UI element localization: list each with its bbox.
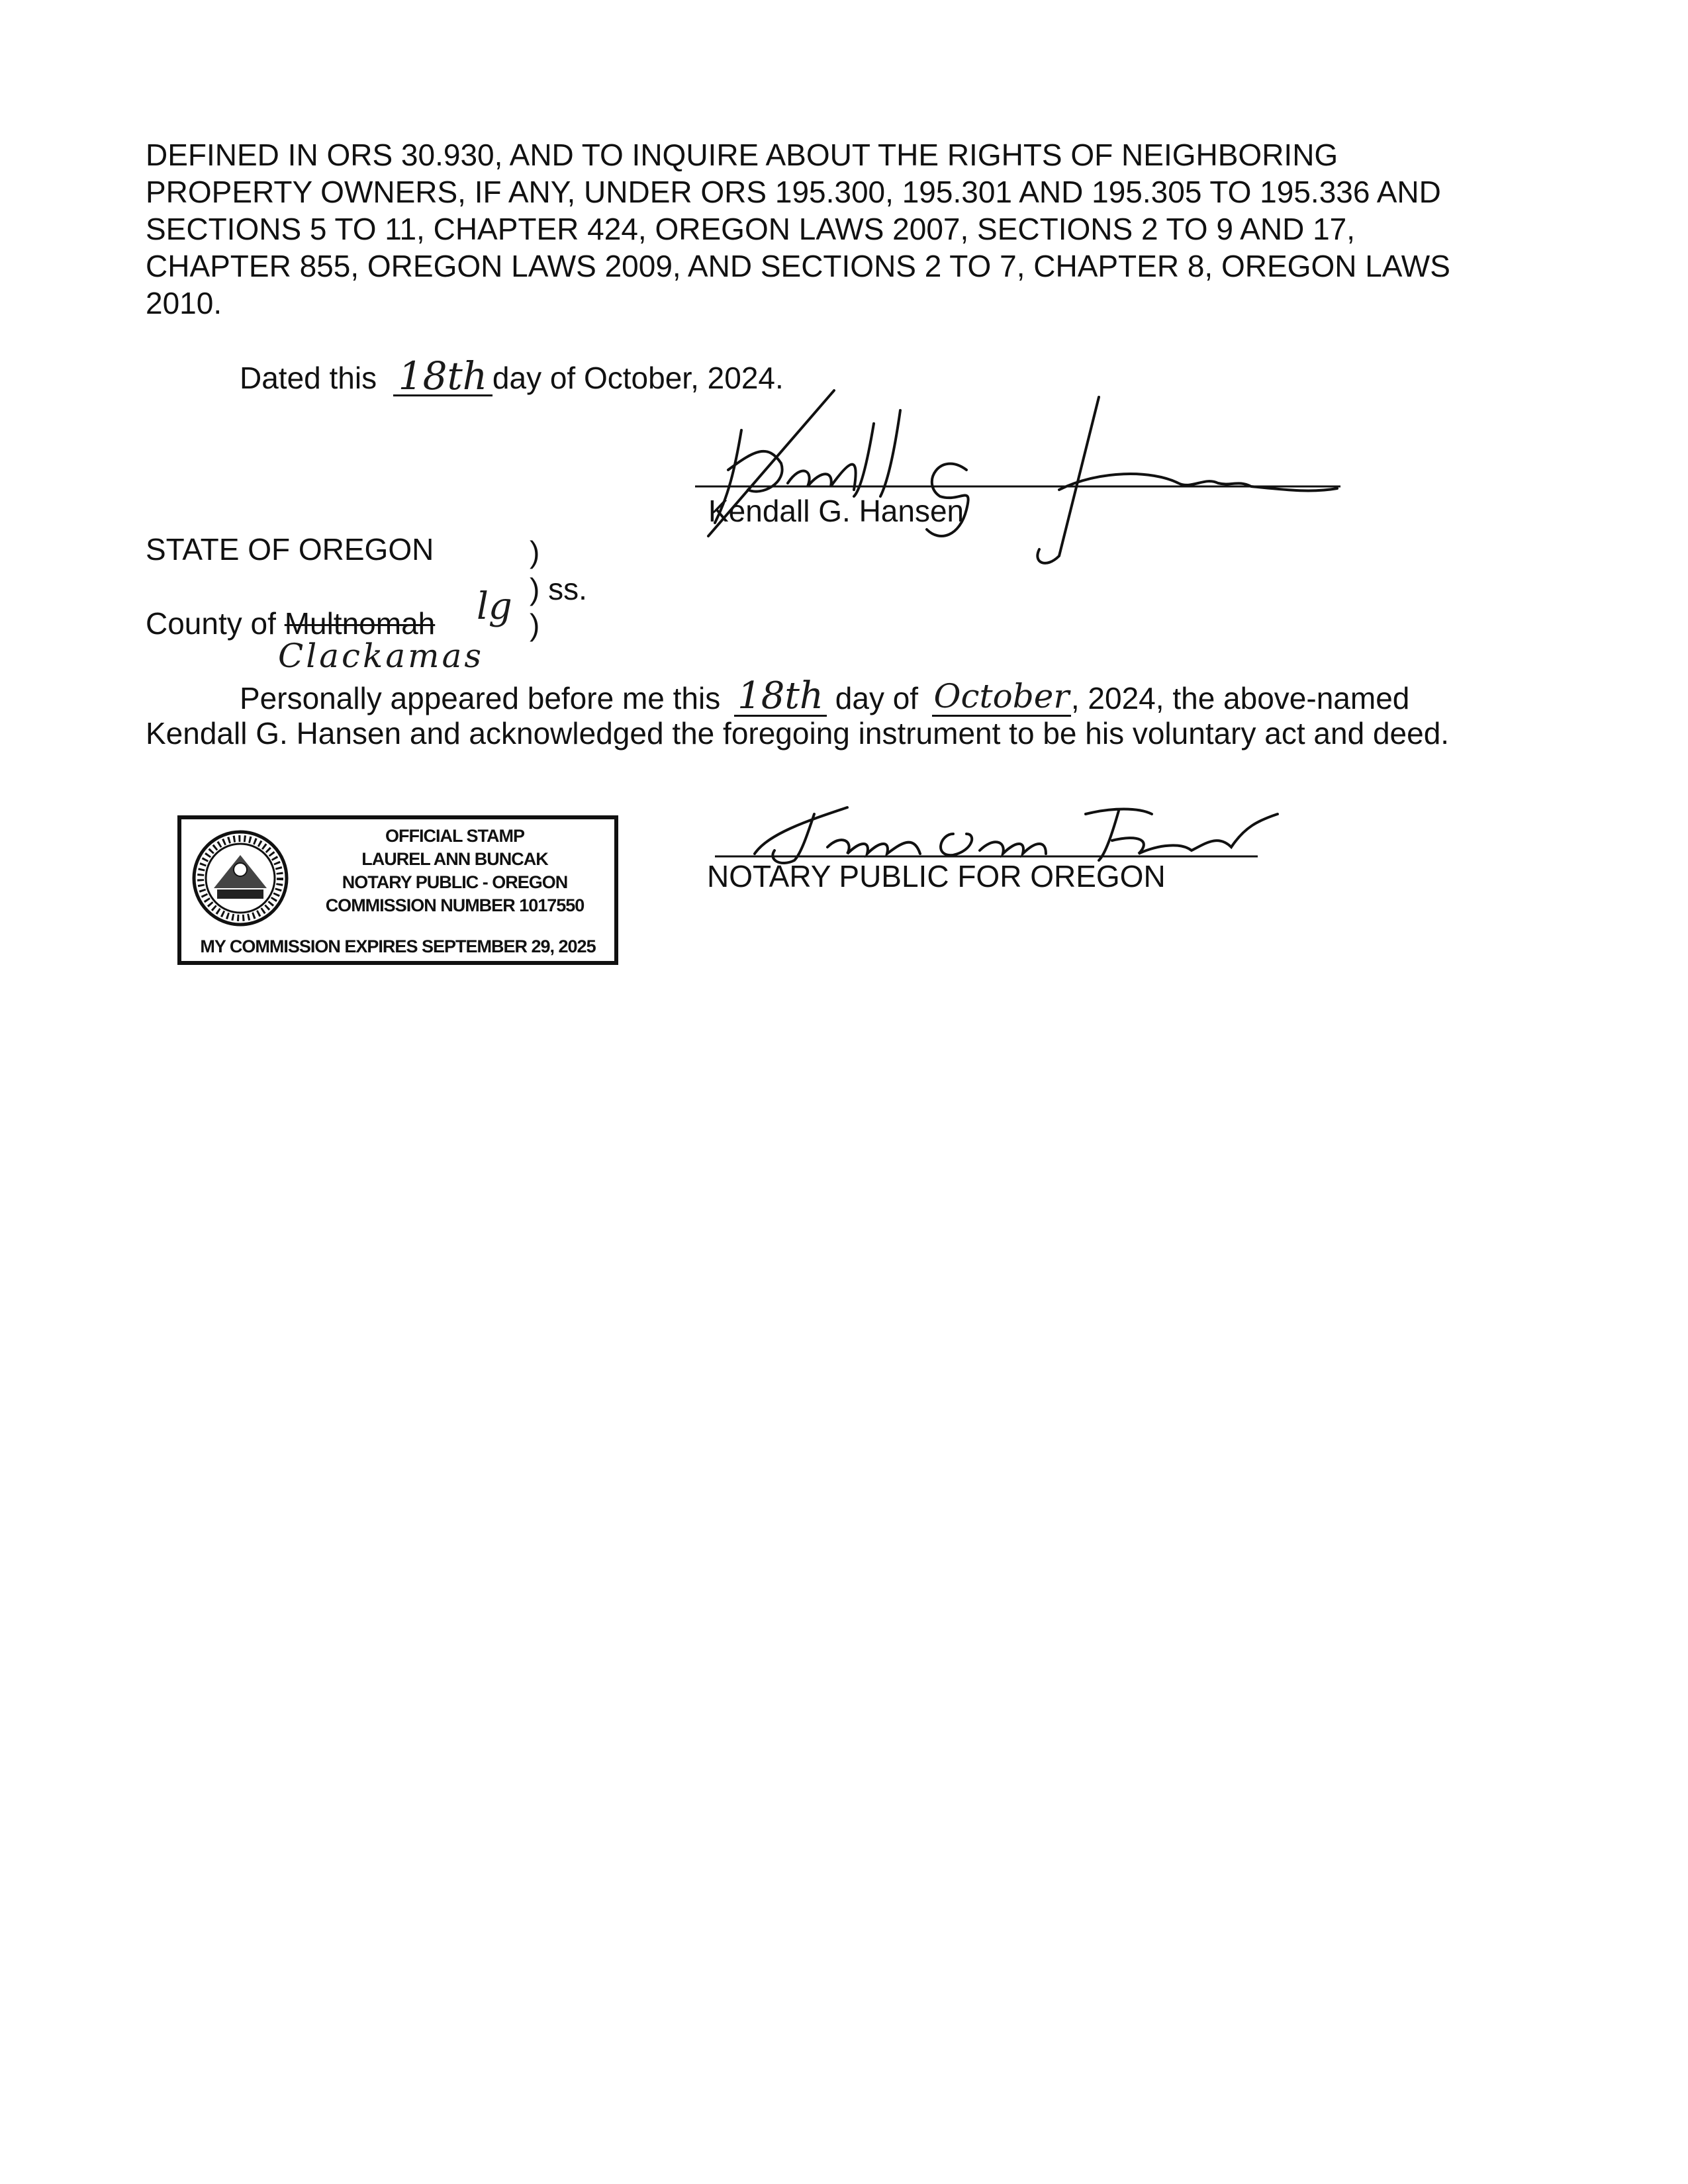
venue-county-handwritten: Clackamas: [278, 637, 485, 675]
stamp-expiry: MY COMMISSION EXPIRES SEPTEMBER 29, 2025: [200, 936, 596, 956]
signer-name: Kendall G. Hansen: [708, 494, 964, 528]
venue-ss: ) ss.: [530, 572, 587, 606]
venue-paren-1: ): [530, 535, 540, 569]
ack-day-handwritten: 18th: [737, 674, 823, 717]
venue-initials-handwritten: lg: [477, 585, 512, 628]
ack-month-handwritten: October: [933, 677, 1070, 715]
county-label: County of: [146, 606, 276, 641]
acknowledgment-line-1: [240, 674, 1410, 717]
dated-day-blank: [393, 353, 492, 398]
stamp-line: OFFICIAL STAMP: [385, 826, 524, 846]
dated-prefix: Dated this: [240, 361, 377, 395]
stamp-line: LAUREL ANN BUNCAK: [361, 849, 548, 869]
ack-month-blank: [932, 678, 1071, 717]
statutory-paragraph: [146, 136, 1549, 322]
paragraph-line: CHAPTER 855, OREGON LAWS 2009, AND SECTIONS 2 TO 7, CHAPTER 8, OREGON LAWS: [146, 249, 1450, 283]
acknowledgment-line-2: Kendall G. Hansen and acknowledged the foregoing instrument to be his voluntary act and deed.: [146, 716, 1450, 751]
ack-suffix: , 2024, the above-named: [1070, 681, 1410, 715]
oregon-seal-icon: [191, 829, 290, 928]
dated-day-handwritten: 18th: [398, 353, 488, 398]
notary-title: NOTARY PUBLIC FOR OREGON: [707, 859, 1166, 893]
venue-state: STATE OF OREGON: [146, 532, 434, 567]
ack-day-blank: [734, 674, 827, 717]
paragraph-line: SECTIONS 5 TO 11, CHAPTER 424, OREGON LAWS 2007, SECTIONS 2 TO 9 AND 17,: [146, 212, 1356, 246]
ack-mid: day of: [835, 681, 919, 715]
stamp-line: COMMISSION NUMBER 1017550: [325, 895, 585, 915]
paragraph-line: PROPERTY OWNERS, IF ANY, UNDER ORS 195.300, 195.301 AND 195.305 TO 195.336 AND: [146, 175, 1441, 209]
notary-stamp: [177, 815, 618, 965]
paragraph-line: DEFINED IN ORS 30.930, AND TO INQUIRE ABOUT THE RIGHTS OF NEIGHBORING: [146, 138, 1338, 172]
county-struck: Multnomah: [284, 606, 436, 641]
paragraph-line: 2010.: [146, 286, 222, 320]
venue-paren-3: ): [530, 608, 540, 642]
signer-signature: [688, 371, 1344, 569]
dated-suffix: day of October, 2024.: [492, 361, 784, 395]
ack-prefix: Personally appeared before me this: [240, 681, 721, 715]
stamp-text: [294, 825, 616, 917]
stamp-line: NOTARY PUBLIC - OREGON: [342, 872, 568, 892]
